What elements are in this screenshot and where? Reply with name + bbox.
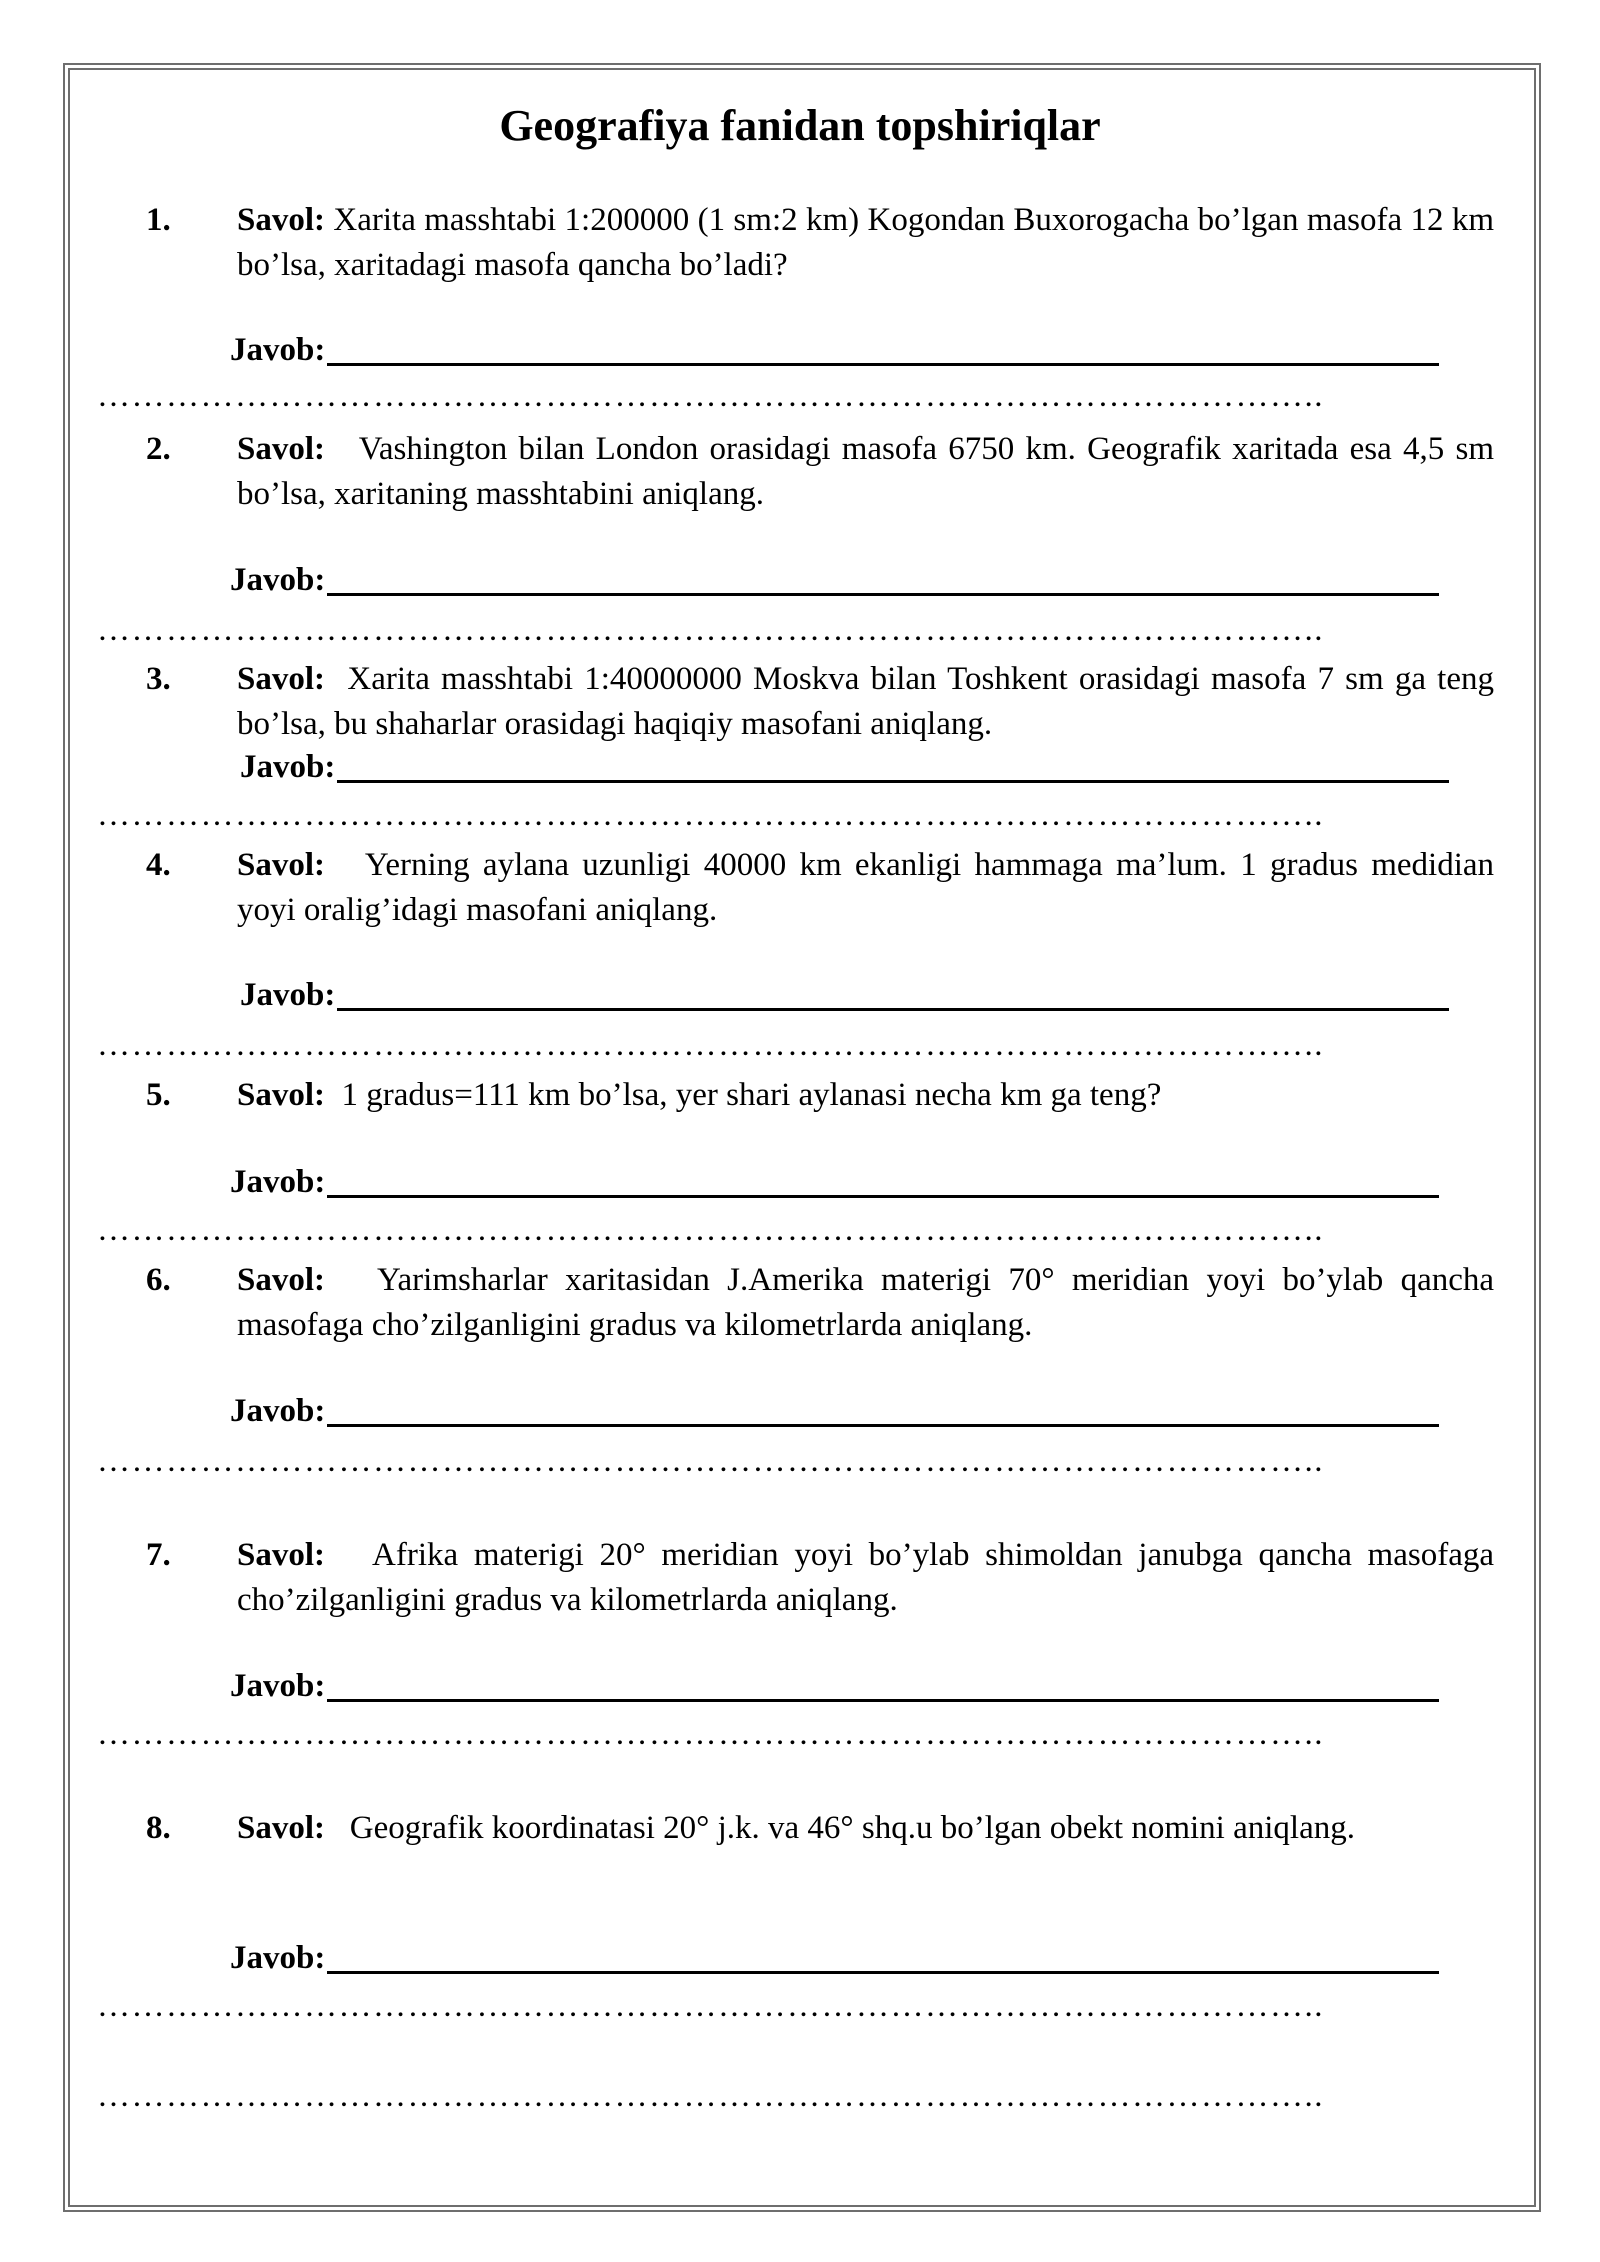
question-number: 8. (146, 1810, 171, 1846)
question-number: 3. (146, 661, 171, 697)
answer-line[interactable] (327, 1669, 1439, 1702)
answer-label: Javob: (230, 562, 326, 598)
answer-label: Javob: (230, 332, 326, 368)
question-label: Savol: (237, 661, 326, 697)
dotted-separator: …………………………………………………………………………………………….. (97, 797, 1324, 833)
answer-label: Javob: (230, 1164, 326, 1200)
question-text: Savol: Afrika materigi 20° meridian yoyi bo’ylab shimoldan janubga qancha masofaga cho’zilganligini gradus va kilometrlarda aniqlang. (237, 1537, 1494, 1618)
answer-label: Javob: (240, 977, 336, 1013)
question-label: Savol: (237, 1077, 326, 1113)
question-number: 6. (146, 1262, 171, 1298)
dotted-separator: …………………………………………………………………………………………….. (97, 1988, 1324, 2024)
question-number: 4. (146, 847, 171, 883)
question-label: Savol: (237, 431, 326, 467)
question-label: Savol: (237, 1262, 326, 1298)
answer-line[interactable] (337, 978, 1449, 1011)
answer-line[interactable] (337, 750, 1449, 783)
question-text: Savol: Yerning aylana uzunligi 40000 km ekanligi hammaga ma’lum. 1 gradus medidian yoyi oralig’idagi masofani aniqlang. (237, 847, 1495, 928)
answer-line[interactable] (327, 333, 1439, 366)
answer-field[interactable] (230, 328, 1439, 373)
question-text: Savol: Yarimsharlar xaritasidan J.Amerika materigi 70° meridian yoyi bo’ylab qancha masofaga cho’zilganligini gradus va kilometrlarda aniqlang. (237, 1262, 1495, 1343)
answer-line[interactable] (327, 1165, 1439, 1198)
question-label: Savol: (237, 202, 326, 238)
answer-line[interactable] (327, 1394, 1439, 1427)
question-label: Savol: (237, 1810, 326, 1846)
answer-field[interactable] (240, 745, 1449, 790)
answer-field[interactable] (230, 1936, 1439, 1981)
dotted-separator: …………………………………………………………………………………………….. (97, 1716, 1324, 1752)
question-text: Savol: Vashington bilan London orasidagi masofa 6750 km. Geografik xaritada esa 4,5 sm bo’lsa, xaritaning masshtabini aniqlang. (237, 431, 1495, 512)
answer-label: Javob: (230, 1668, 326, 1704)
question-label: Savol: (237, 1537, 326, 1573)
dotted-separator: …………………………………………………………………………………………….. (97, 612, 1324, 648)
answer-line[interactable] (327, 563, 1439, 596)
question-text: Savol: 1 gradus=111 km bo’lsa, yer shari aylanasi necha km ga teng? (237, 1077, 1162, 1113)
question-text: Savol: Geografik koordinatasi 20° j.k. va 46° shq.u bo’lgan obekt nomini aniqlang. (237, 1810, 1355, 1846)
question-number: 7. (146, 1537, 171, 1573)
answer-field[interactable] (230, 1389, 1439, 1434)
question-text: Savol: Xarita masshtabi 1:200000 (1 sm:2 km) Kogondan Buxorogacha bo’lgan masofa 12 km bo’lsa, xaritadagi masofa qancha bo’ladi? (237, 202, 1495, 283)
question-number: 5. (146, 1077, 171, 1113)
question-label: Savol: (237, 847, 326, 883)
answer-field[interactable] (240, 973, 1449, 1018)
answer-line[interactable] (327, 1941, 1439, 1974)
dotted-separator: …………………………………………………………………………………………….. (97, 1443, 1324, 1479)
answer-field[interactable] (230, 1664, 1439, 1709)
dotted-separator: …………………………………………………………………………………………….. (97, 378, 1324, 414)
dotted-separator: …………………………………………………………………………………………….. (97, 1212, 1324, 1248)
question-number: 1. (146, 202, 171, 238)
dotted-separator: …………………………………………………………………………………………….. (97, 1027, 1324, 1063)
question-text: Savol: Xarita masshtabi 1:40000000 Moskva bilan Toshkent orasidagi masofa 7 sm ga teng bo’lsa, bu shaharlar orasidagi haqiqiy masofani aniqlang. (237, 661, 1494, 742)
answer-label: Javob: (230, 1940, 326, 1976)
dotted-separator: …………………………………………………………………………………………….. (97, 2078, 1324, 2114)
answer-field[interactable] (230, 1160, 1439, 1205)
answer-label: Javob: (230, 1393, 326, 1429)
answer-field[interactable] (230, 558, 1439, 603)
answer-label: Javob: (240, 749, 336, 785)
question-number: 2. (146, 431, 171, 467)
page-title: Geografiya fanidan topshiriqlar (499, 101, 1101, 150)
